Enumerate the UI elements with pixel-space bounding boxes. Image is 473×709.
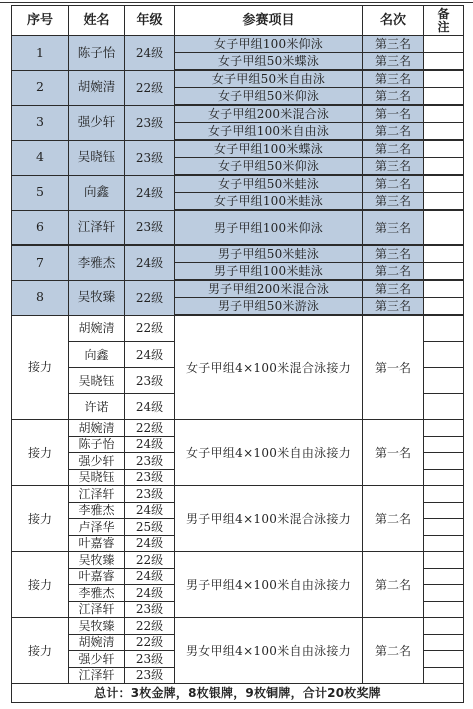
event-name: 女子甲组100米蛙泳 [175, 193, 363, 211]
athlete-grade: 22级 [125, 280, 175, 315]
table-row [12, 420, 464, 437]
note-cell [424, 88, 464, 106]
event-rank: 第三名 [363, 193, 424, 211]
note-cell [424, 568, 464, 585]
note-cell [424, 193, 464, 211]
relay-member-grade: 22级 [125, 420, 175, 437]
relay-member-name: 强少轩 [69, 651, 125, 668]
note-cell [424, 175, 464, 193]
relay-member-grade: 23级 [125, 651, 175, 668]
note-cell [424, 368, 464, 394]
athlete-grade: 24级 [125, 245, 175, 280]
note-cell [424, 519, 464, 536]
relay-rank: 第一名 [363, 420, 424, 486]
event-rank: 第二名 [363, 263, 424, 281]
relay-member-grade: 22级 [125, 315, 175, 342]
note-cell [424, 486, 464, 503]
note-cell [424, 585, 464, 602]
relay-member-name: 许诺 [69, 394, 125, 420]
note-cell [424, 436, 464, 453]
note-cell [424, 394, 464, 420]
relay-event: 女子甲组4×100米自由泳接力 [175, 420, 363, 486]
relay-member-grade: 24级 [125, 502, 175, 519]
event-rank: 第三名 [363, 53, 424, 71]
results-body [12, 36, 464, 703]
relay-event: 男子甲组4×100米自由泳接力 [175, 552, 363, 618]
athlete-grade: 24级 [125, 175, 175, 210]
event-rank: 第二名 [363, 140, 424, 158]
table-row [12, 486, 464, 503]
athlete-name: 吴牧臻 [69, 280, 125, 315]
athlete-index: 2 [12, 70, 69, 105]
athlete-grade: 23级 [125, 210, 175, 245]
relay-rank: 第二名 [363, 552, 424, 618]
event-name: 女子甲组50米自由泳 [175, 70, 363, 88]
header-event: 参赛项目 [175, 6, 363, 36]
top-border [0, 2, 473, 3]
results-table [11, 5, 464, 703]
event-name: 女子甲组100米自由泳 [175, 123, 363, 141]
relay-member-grade: 24级 [125, 585, 175, 602]
relay-label: 接力 [12, 552, 69, 618]
header-note: 备 注 [424, 6, 464, 36]
table-row [12, 175, 464, 193]
note-cell [424, 469, 464, 486]
athlete-index: 7 [12, 245, 69, 280]
note-cell [424, 634, 464, 651]
event-rank: 第二名 [363, 123, 424, 141]
header-row [12, 6, 464, 36]
relay-member-name: 李雅杰 [69, 502, 125, 519]
relay-member-grade: 23级 [125, 601, 175, 618]
relay-member-name: 胡婉清 [69, 315, 125, 342]
athlete-index: 5 [12, 175, 69, 210]
event-rank: 第二名 [363, 88, 424, 106]
event-name: 女子甲组50米蛙泳 [175, 175, 363, 193]
total-row [12, 684, 464, 703]
event-name: 女子甲组50米仰泳 [175, 158, 363, 176]
table-row [12, 315, 464, 342]
athlete-name: 胡婉清 [69, 70, 125, 105]
relay-label: 接力 [12, 486, 69, 552]
relay-member-name: 陈子怡 [69, 436, 125, 453]
athlete-index: 1 [12, 36, 69, 71]
relay-event: 男女甲组4×100米自由泳接力 [175, 618, 363, 684]
note-cell [424, 158, 464, 176]
note-cell [424, 420, 464, 437]
note-cell [424, 535, 464, 552]
table-row [12, 552, 464, 569]
relay-member-name: 胡婉清 [69, 634, 125, 651]
event-name: 女子甲组50米仰泳 [175, 88, 363, 106]
event-name: 男子甲组100米仰泳 [175, 210, 363, 245]
athlete-index: 3 [12, 105, 69, 140]
table-row [12, 210, 464, 245]
relay-member-name: 向鑫 [69, 342, 125, 368]
event-rank: 第一名 [363, 105, 424, 123]
relay-member-name: 吴晓钰 [69, 368, 125, 394]
event-name: 女子甲组100米蝶泳 [175, 140, 363, 158]
event-name: 女子甲组200米混合泳 [175, 105, 363, 123]
relay-member-grade: 24级 [125, 436, 175, 453]
note-cell [424, 502, 464, 519]
relay-member-name: 叶嘉睿 [69, 535, 125, 552]
note-cell [424, 105, 464, 123]
athlete-index: 6 [12, 210, 69, 245]
relay-member-name: 吴牧臻 [69, 552, 125, 569]
event-name: 男子甲组50米蛙泳 [175, 245, 363, 263]
athlete-index: 8 [12, 280, 69, 315]
event-rank: 第三名 [363, 280, 424, 298]
table-row [12, 70, 464, 88]
relay-member-grade: 22级 [125, 634, 175, 651]
table-row [12, 618, 464, 635]
athlete-grade: 22级 [125, 70, 175, 105]
relay-member-grade: 25级 [125, 519, 175, 536]
relay-member-name: 强少轩 [69, 453, 125, 470]
note-cell [424, 36, 464, 53]
relay-member-name: 卢泽华 [69, 519, 125, 536]
athlete-name: 向鑫 [69, 175, 125, 210]
relay-event: 女子甲组4×100米混合泳接力 [175, 315, 363, 420]
relay-member-grade: 23级 [125, 368, 175, 394]
event-name: 女子甲组100米仰泳 [175, 36, 363, 53]
note-cell [424, 53, 464, 71]
event-name: 男子甲组100米蛙泳 [175, 263, 363, 281]
note-cell [424, 280, 464, 298]
relay-member-name: 叶嘉睿 [69, 568, 125, 585]
relay-member-name: 吴牧臻 [69, 618, 125, 635]
relay-rank: 第二名 [363, 618, 424, 684]
note-cell [424, 618, 464, 635]
athlete-grade: 23级 [125, 105, 175, 140]
athlete-index: 4 [12, 140, 69, 175]
athlete-grade: 24级 [125, 36, 175, 71]
relay-member-name: 胡婉清 [69, 420, 125, 437]
event-name: 男子甲组200米混合泳 [175, 280, 363, 298]
note-cell [424, 245, 464, 263]
note-cell [424, 667, 464, 684]
athlete-name: 李雅杰 [69, 245, 125, 280]
athlete-grade: 23级 [125, 140, 175, 175]
header-grade: 年级 [125, 6, 175, 36]
note-cell [424, 298, 464, 316]
note-cell [424, 123, 464, 141]
note-cell [424, 342, 464, 368]
relay-member-grade: 22级 [125, 552, 175, 569]
relay-member-grade: 24级 [125, 394, 175, 420]
table-row [12, 140, 464, 158]
table-row [12, 36, 464, 53]
relay-member-name: 吴晓钰 [69, 469, 125, 486]
note-cell [424, 453, 464, 470]
relay-member-name: 江泽轩 [69, 667, 125, 684]
relay-event: 男子甲组4×100米混合泳接力 [175, 486, 363, 552]
note-cell [424, 263, 464, 281]
total-summary: 总计：3枚金牌，8枚银牌，9枚铜牌，合计20枚奖牌 [12, 684, 464, 703]
note-cell [424, 210, 464, 245]
event-rank: 第三名 [363, 245, 424, 263]
relay-member-grade: 24级 [125, 342, 175, 368]
athlete-name: 江泽轩 [69, 210, 125, 245]
note-cell [424, 651, 464, 668]
event-rank: 第三名 [363, 36, 424, 53]
event-rank: 第三名 [363, 70, 424, 88]
relay-member-grade: 23级 [125, 667, 175, 684]
relay-member-grade: 22级 [125, 618, 175, 635]
event-rank: 第二名 [363, 175, 424, 193]
header-rank: 名次 [363, 6, 424, 36]
table-row [12, 105, 464, 123]
athlete-name: 吴晓钰 [69, 140, 125, 175]
header-name: 姓名 [69, 6, 125, 36]
relay-rank: 第二名 [363, 486, 424, 552]
event-name: 男子甲组50米游泳 [175, 298, 363, 316]
event-name: 女子甲组50米蝶泳 [175, 53, 363, 71]
relay-member-grade: 24级 [125, 535, 175, 552]
relay-member-name: 李雅杰 [69, 585, 125, 602]
athlete-name: 强少轩 [69, 105, 125, 140]
relay-label: 接力 [12, 618, 69, 684]
relay-member-name: 江泽轩 [69, 486, 125, 503]
event-rank: 第三名 [363, 158, 424, 176]
header-index: 序号 [12, 6, 69, 36]
relay-label: 接力 [12, 315, 69, 420]
relay-member-grade: 23级 [125, 486, 175, 503]
note-cell [424, 552, 464, 569]
table-row [12, 245, 464, 263]
note-cell [424, 601, 464, 618]
athlete-name: 陈子怡 [69, 36, 125, 71]
event-rank: 第三名 [363, 210, 424, 245]
note-cell [424, 70, 464, 88]
note-cell [424, 315, 464, 342]
relay-rank: 第一名 [363, 315, 424, 420]
relay-member-grade: 24级 [125, 568, 175, 585]
relay-member-name: 江泽轩 [69, 601, 125, 618]
event-rank: 第三名 [363, 298, 424, 316]
table-row [12, 280, 464, 298]
relay-member-grade: 23级 [125, 469, 175, 486]
relay-label: 接力 [12, 420, 69, 486]
relay-member-grade: 23级 [125, 453, 175, 470]
note-cell [424, 140, 464, 158]
